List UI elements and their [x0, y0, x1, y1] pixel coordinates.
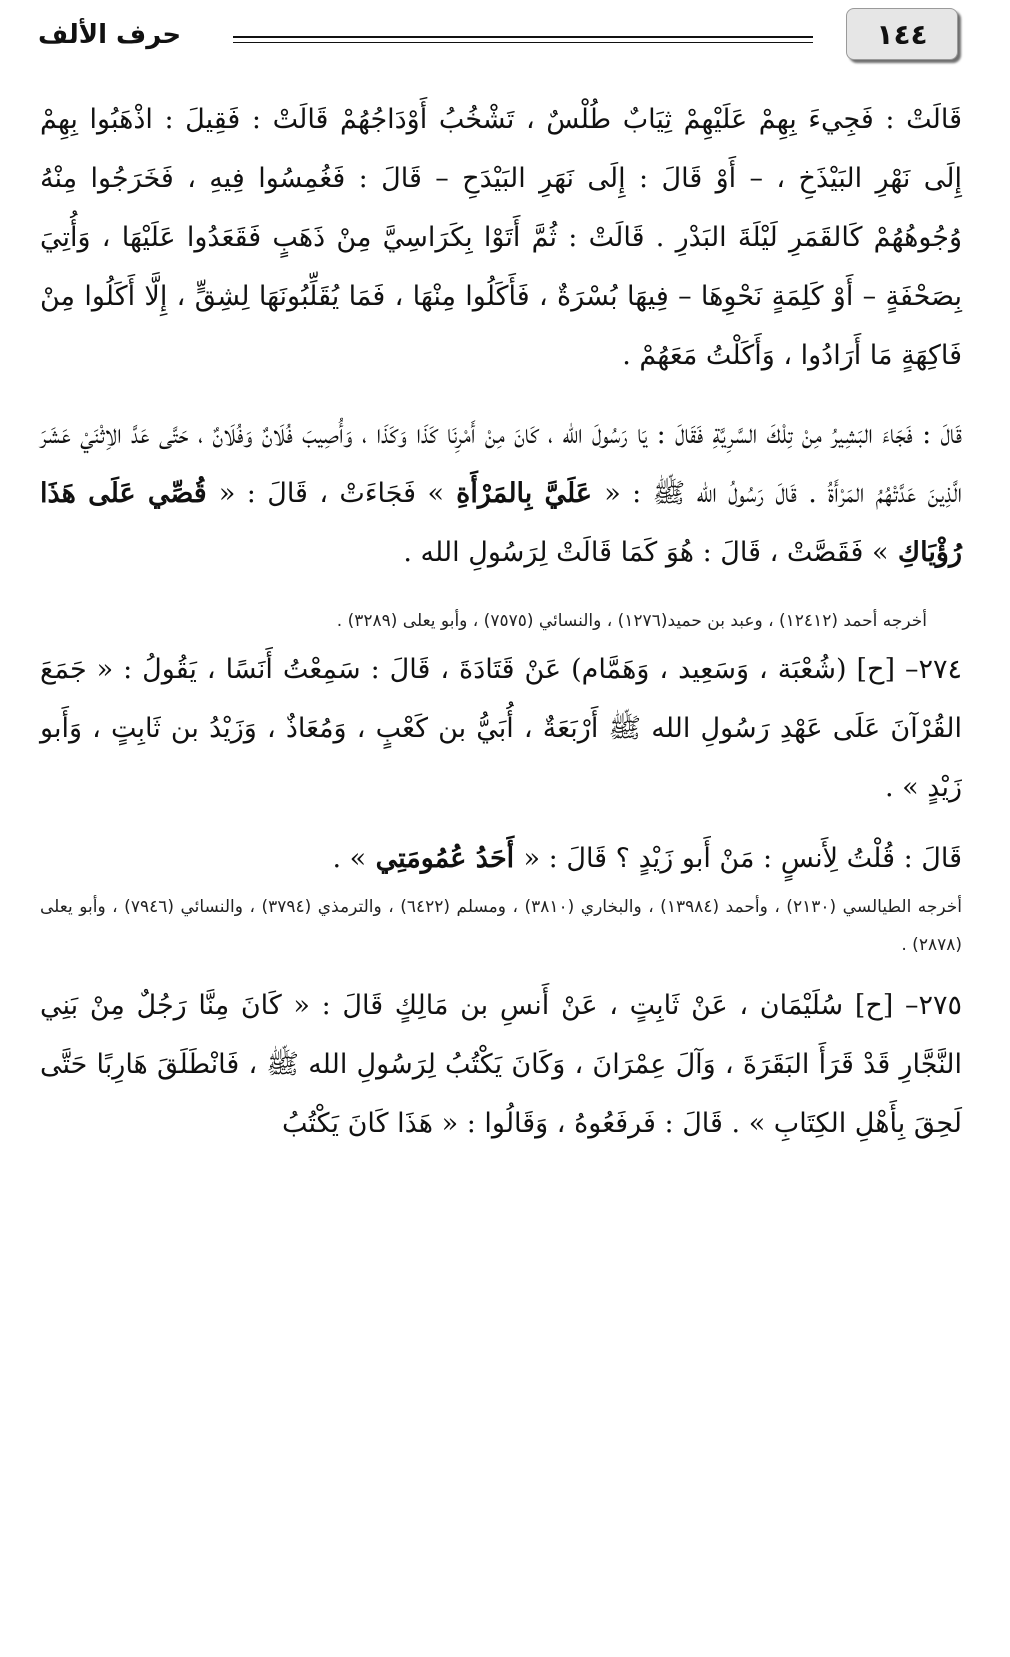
- footnote-takhrij-2: أخرجه الطيالسي (٢١٣٠) ، وأحمد (١٣٩٨٤) ، والبخاري (٣٨١٠) ، ومسلم (٦٤٢٢) ، والترمذي (٣٧٩٤) ، والنسائي (٧٩٤٦) ، وأبو يعلى (٢٨٧٨) .: [40, 897, 963, 955]
- quote-bold: أَحَدُ عُمُومَتِي: [366, 843, 524, 874]
- section-title: حرف الألف: [38, 20, 182, 50]
- paragraph-question: [40, 829, 962, 888]
- footnote-takhrij-1: أخرجه أحمد (١٢٤١٢) ، وعبد بن حميد(١٢٧٦) ، والنسائي (٧٥٧٥) ، وأبو يعلى (٣٢٨٩) .: [336, 611, 927, 631]
- text-run: » فَقَصَّتْ ، قَالَ : هُوَ كَمَا قَالَتْ لِرَسُولِ الله .: [403, 537, 889, 568]
- hadith-275: ٢٧٥– [ح] سُلَيْمَان ، عَنْ ثَابِتٍ ، عَنْ أَنسِ بن مَالِكٍ قَالَ : « كَانَ مِنَّا رَجُلٌ مِنْ بَنِي النَّجَّارِ قَدْ قَرَأَ البَقَرَةَ ، وَآلَ عِمْرَانَ ، وَكَانَ يَكْتُبُ لِرَسُولِ الله ﷺ ، فَانْطَلَقَ هَارِبًا حَتَّى لَحِقَ بِأَهْلِ الكِتَابِ » . قَالَ : فَرفَعُوهُ ، وَقَالُوا : « هَذَا كَانَ يَكْتُبُ: [40, 990, 962, 1139]
- paragraph-messenger: [40, 405, 962, 582]
- paragraph-narration: قَالَتْ : فَجِيءَ بِهِمْ عَلَيْهِمْ ثِيَابٌ طُلْسٌ ، تَشْخُبُ أَوْدَاجُهُمْ قَالَتْ : فَقِيلَ : اذْهَبُوا بِهِمْ إِلَى نَهْرِ البَيْذَخِ ، – أَوْ قَالَ : إِلَى نَهَرِ البَيْدَحِ – قَالَ : فَغُمِسُوا فِيهِ ، فَخَرَجُوا مِنْهُ وُجُوهُهُمْ كَالقَمَرِ لَيْلَةَ البَدْرِ . قَالَتْ : ثُمَّ أَتَوْا بِكَرَاسِيَّ مِنْ ذَهَبٍ فَقَعَدُوا عَلَيْهَا ، وَأُتِيَ بِصَحْفَةٍ – أَوْ كَلِمَةٍ نَحْوِهَا – فِيهَا بُسْرَةٌ ، فَأَكَلُوا مِنْهَا ، فَمَا يُقَلِّبُونَهَا لِشِقٍّ ، إِلَّا أَكَلُوا مِنْ فَاكِهَةٍ مَا أَرَادُوا ، وَأَكَلْتُ مَعَهُمْ .: [40, 104, 962, 371]
- text-run: ٢٧٤– [ح] (شُعْبَة ، وَسَعِيد ، وَهَمَّام) عَنْ قَتَادَةَ ، قَالَ : سَمِعْتُ أَنَسًا ، يَقُولُ : «: [96, 654, 962, 685]
- page-header: [38, 8, 958, 68]
- page-number: ١٤٤: [846, 8, 958, 60]
- quote-bold: عَلَيَّ بِالمَرْأَةِ: [443, 478, 605, 509]
- text-run: » .: [332, 843, 367, 874]
- text-run: » فَجَاءَتْ ، قَالَ : «: [218, 478, 444, 509]
- text-run: قَالَ : فَجَاءَ البَشِيرُ مِنْ تِلْكَ السَّرِيَّةِ فَقَالَ : يَا رَسُولَ الله ، كَانَ مِنْ أَمْرِنَا كَذَا وَكَذَا ، وَأُصِيبَ فُلَانٌ وَفُلَانٌ ، حَتَّى عَدَّ الاِثْنَيْ عَشَرَ الَّذِينَ عَدَّتْهُمُ المَرْأَةُ . قَالَ رَسُولُ الله ﷺ : «: [40, 419, 962, 509]
- header-rule: [233, 36, 813, 38]
- quote-bold: قُصِّي عَلَى هَذَا رُؤْيَاكِ: [40, 478, 962, 568]
- quote-text: جَمَعَ القُرْآنَ عَلَى عَهْدِ رَسُولِ الله ﷺ أَرْبَعَةٌ ، أُبَيُّ بن كَعْبٍ ، وَمُعَاذٌ ، وَزَيْدُ بن ثَابِتٍ ، وَأَبو زَيْدٍ: [40, 654, 962, 803]
- hadith-274: [40, 640, 962, 817]
- text-run: قَالَ : قُلْتُ لِأَنسٍ : مَنْ أَبو زَيْدٍ ؟ قَالَ : «: [523, 843, 962, 874]
- page-body: [40, 90, 962, 1153]
- text-run: » .: [885, 772, 919, 803]
